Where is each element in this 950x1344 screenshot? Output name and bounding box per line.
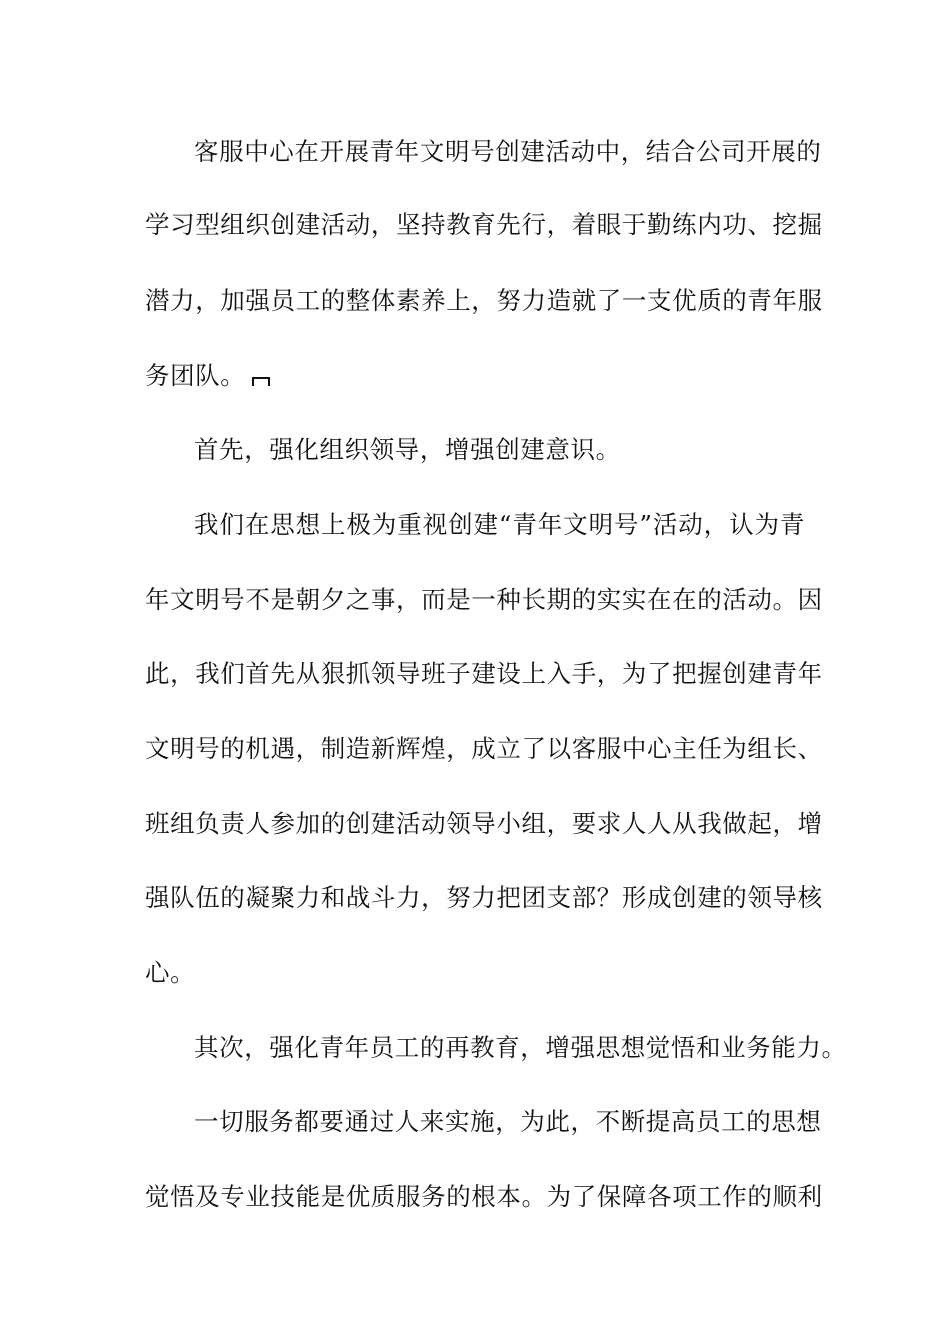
paragraph-1-line-2: 学习型组织创建活动，坚持教育先行，着眼于勤练内功、挖掘: [145, 210, 823, 239]
paragraph-3-line-4: 文明号的机遇，制造新辉煌，成立了以客服中心主任为组长、: [145, 734, 823, 763]
bracket-mark-icon: [251, 375, 271, 387]
paragraph-3-line-1: 我们在思想上极为重视创建“青年文明号”活动，认为青: [194, 510, 805, 539]
paragraph-3-line-6: 强队伍的凝聚力和战斗力，努力把团支部？形成创建的领导核: [145, 883, 823, 912]
paragraph-5-line-2: 觉悟及专业技能是优质服务的根本。为了保障各项工作的顺利: [145, 1182, 823, 1211]
paragraph-1-line-3: 潜力，加强员工的整体素养上，努力造就了一支优质的青年服: [145, 286, 823, 315]
paragraph-4-heading: 其次，强化青年员工的再教育，增强思想觉悟和业务能力。: [194, 1033, 847, 1062]
paragraph-3-line-2: 年文明号不是朝夕之事，而是一种长期的实实在在的活动。因: [145, 585, 823, 614]
paragraph-5-line-1: 一切服务都要通过人来实施，为此，不断提高员工的思想: [194, 1107, 822, 1136]
paragraph-2-heading: 首先，强化组织领导，增强创建意识。: [194, 435, 621, 464]
paragraph-1-line-4: [145, 358, 805, 394]
paragraph-3-line-3: 此，我们首先从狠抓领导班子建设上入手，为了把握创建青年: [145, 659, 823, 688]
paragraph-3-line-7: 心。: [145, 958, 196, 987]
paragraph-1-line-1: 客服中心在开展青年文明号创建活动中，结合公司开展的: [194, 137, 822, 166]
paragraph-3-line-5: 班组负责人参加的创建活动领导小组，要求人人从我做起，增: [145, 809, 823, 838]
paragraph-1-line-4-text: 务团队。: [145, 361, 246, 390]
